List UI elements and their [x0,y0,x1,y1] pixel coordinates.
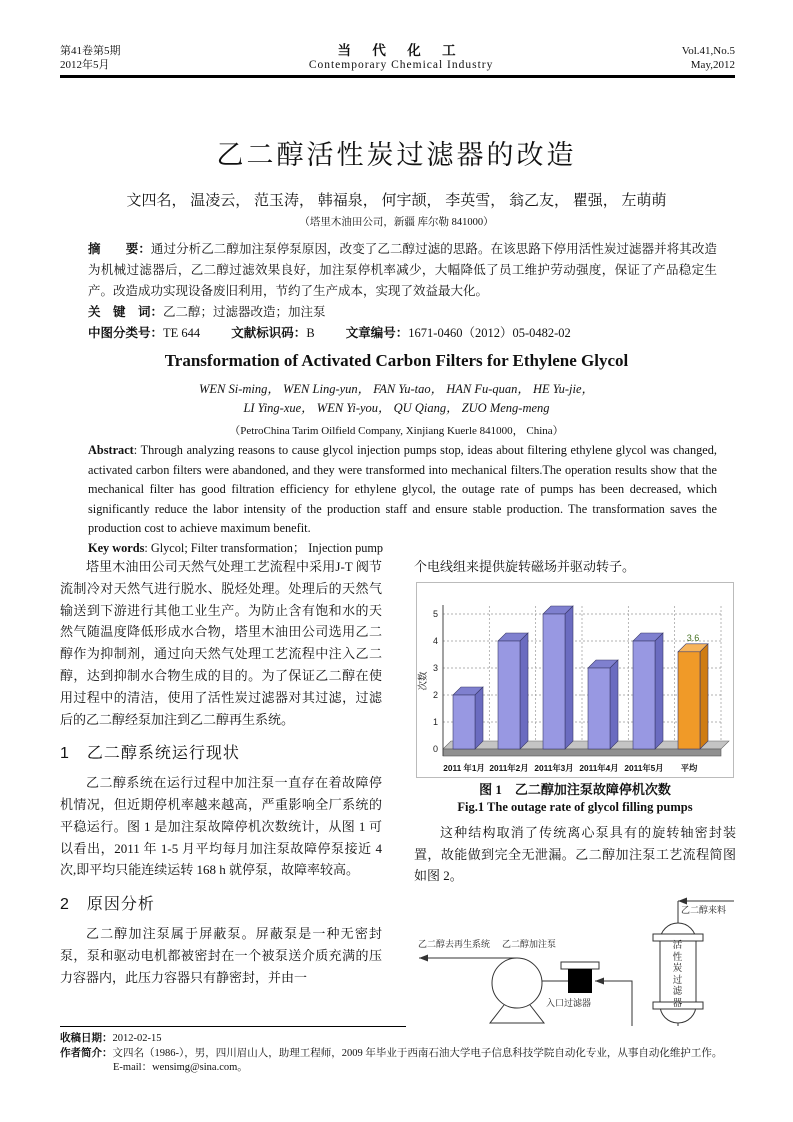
continuation-line: 个电线组来提供旋转磁场并驱动转子。 [414,559,636,574]
label-glycol-pump: 乙二醇加注泵 [502,939,557,950]
section-heading-2: 2 原因分析 [60,896,155,914]
clc-segment [88,326,200,340]
label-to-regeneration: 乙二醇去再生系统 [418,939,491,950]
article-id: 1671-0460（2012）05-0482-02 [408,326,571,340]
svg-text:3.6: 3.6 [686,632,700,643]
received-date-row [60,1032,735,1047]
volume-line2: May,2012 [690,59,735,71]
authors-en-line2: LI Ying-xue， WEN Yi-you， QU Qiang， ZUO Meng-meng [243,401,550,415]
section-heading-1: 1 乙二醇系统运行现状 [60,745,240,763]
svg-text:2011年2月: 2011年2月 [489,762,529,773]
affiliation-en: （PetroChina Tarim Oilfield Company, Xinjiang Kuerle 841000， China） [229,425,564,437]
received-date: 2012-02-15 [112,1033,162,1044]
intro-paragraph: 塔里木油田公司天然气处理工艺流程中采用J-T 阀节流制冷对天然气进行脱水、脱烃处理。处理后的天然气输送到下游进行其他工业生产。为防止含有饱和水的天然气随温度降低形成水合物，塔里木油田公司选用乙二醇作为抑制剂，通过向天然气处理工艺流程中注入乙二醇，达到抑制水合物生成的目的。为了保证乙二醇在使用过程中的清洁，使用了活性炭过滤器对其过滤，过滤后的乙二醇经泵加注到乙二醇再生系统。 [60,559,382,727]
article-id-segment [346,326,571,340]
left-column [60,556,382,1095]
journal-issue [60,44,121,72]
issue-line2: 2012年5月 [60,59,110,71]
label-glycol-feed: 乙二醇来料 [681,905,727,916]
author-bio-label: 作者简介： [60,1047,113,1059]
journal-name-en: Contemporary Chemical Industry [308,59,494,71]
figure-1 [414,582,736,816]
svg-text:0: 0 [432,743,438,754]
svg-text:2011 年1月: 2011 年1月 [443,762,485,773]
inlet-filter-plate [561,962,599,969]
section2-paragraph: 乙二醇加注泵属于屏蔽泵。屏蔽泵是一种无密封泵，泵和驱动电机都被密封在一个被泵送介质充满的压力容器内，此压力容器只有静密封，并由一 [60,925,382,985]
clc-number: TE 644 [163,326,201,340]
fig1-caption-cn: 图 1 乙二醇加注泵故障停机次数 [479,781,671,797]
outlet-arrow-icon [419,955,428,962]
abstract-en [88,441,717,558]
authors-en [0,380,793,418]
journal-header [60,44,735,78]
authors-cn: 文四名， 温凌云， 范玉涛， 韩福泉， 何宇颉， 李英雪， 翁乙友， 瞿强， 左萌萌 [126,193,667,209]
keywords-label-en: Key words [88,540,145,555]
pump-paragraph: 这种结构取消了传统离心泵具有的旋转轴密封装置，故能做到完全无泄漏。乙二醇加注泵工艺流程简图如图 2。 [414,824,736,884]
svg-text:4: 4 [432,635,438,646]
abstract-label-cn: 摘 要： [88,242,151,256]
fig1-caption-en: Fig.1 The outage rate of glycol filling pumps [457,799,693,814]
abstract-cn [88,239,717,344]
author-email: E-mail：wensimg@sina.com。 [113,1062,248,1073]
svg-text:次数: 次数 [418,671,429,691]
feed-arrow-icon [678,898,687,905]
journal-name [309,44,494,72]
received-date-label: 收稿日期： [60,1033,113,1044]
author-bio: 文四名（1986-），男，四川眉山人，助理工程师，2009 年毕业于西南石油大学电子信息科技学院自动化专业，从事自动化维护工作。 [112,1047,723,1059]
paper-title-cn: 乙二醇活性炭过滤器的改造 [216,140,577,170]
svg-text:1: 1 [432,716,438,727]
label-carbon-filter: 活性炭过滤器 [672,941,683,1009]
pump-symbol [492,958,542,1008]
english-title-block [0,351,793,438]
footnote [60,1026,735,1116]
svg-text:2011年4月: 2011年4月 [579,762,619,773]
abstract-text-en: : Through analyzing reasons to cause glycol injection pumps stop, ideas about filtering ethylene glycol was changed, activated carbon filters were abandoned, and they were transformed into mechanical filters.The operation results show that the mechanical filter has good filtration efficiency for ethylene glycol, the outage rate of pumps has been decreased, which significantly reduce the labor intensity of the production staff and ensure stable production. The transformation saves the production cost to achieve maximum benefit. [88,443,717,535]
svg-text:5: 5 [432,608,438,619]
svg-text:2011年5月: 2011年5月 [624,762,664,773]
footnote-rule [60,1026,406,1027]
svg-text:2011年3月: 2011年3月 [534,762,574,773]
right-column [414,556,736,1095]
author-bio-row [60,1047,735,1062]
svg-text:2: 2 [432,689,438,700]
svg-text:3: 3 [432,662,438,673]
volume-line1: Vol.41,No.5 [681,45,735,57]
section1-paragraph: 乙二醇系统在运行过程中加注泵一直存在着故障停机情况，但近期停机率越来越高，严重影响全厂系统的平稳运行。图 1 是加注泵故障停机次数统计，从图 1 可以看出，2011 年 1-5 月平均每月加注泵故障停泵接近 4 次,即平均只能连续运转 168 h 就停泵，故障率较高。 [60,775,382,878]
abstract-en-paragraph [88,441,717,539]
bar-chart-svg [417,583,733,777]
affiliation-cn: （塔里木油田公司，新疆 库尔勒 841000） [299,217,494,228]
keywords-cn-row [88,302,717,323]
journal-volume [682,44,735,72]
keywords-en: : Glycol; Filter transformation； Injection pump [144,540,384,555]
inlet-arrow-icon [595,978,604,985]
paper-title-en: Transformation of Activated Carbon Filters for Ethylene Glycol [164,351,629,370]
clc-label: 中图分类号： [88,326,164,340]
label-inlet-filter: 入口过滤器 [546,998,592,1009]
fig1-bar-chart [416,582,734,778]
article-meta-row [88,323,717,344]
doc-code-label: 文献标识码： [231,326,307,340]
abstract-cn-paragraph [88,239,717,302]
doc-code-segment [231,326,314,340]
article-id-label: 文章编号： [345,326,409,340]
inlet-filter-body [568,969,592,993]
abstract-label-en: Abstract [88,443,134,457]
doc-code: B [306,326,315,340]
abstract-text-cn: 通过分析乙二醇加注泵停泵原因，改变了乙二醇过滤的思路。在该思路下停用活性炭过滤器并将其改造为机械过滤器后，乙二醇过滤效果良好，加注泵停机率减少，大幅降低了员工维护劳动强度，保证了产品稳定生产。改造成功实现设备废旧利用，节约了生产成本，实现了效益最大化。 [88,242,717,298]
svg-text:平均: 平均 [680,762,698,773]
issue-line1: 第41卷第5期 [60,45,121,57]
keywords-label-cn: 关 键 词： [88,305,164,319]
authors-en-line1: WEN Si-ming， WEN Ling-yun， FAN Yu-tao， HAN Fu-quan， HE Yu-jie， [198,382,595,396]
keywords-cn: 乙二醇；过滤器改造；加注泵 [163,305,326,319]
journal-name-cn: 当 代 化 工 [337,43,465,58]
body-columns [60,556,736,1095]
